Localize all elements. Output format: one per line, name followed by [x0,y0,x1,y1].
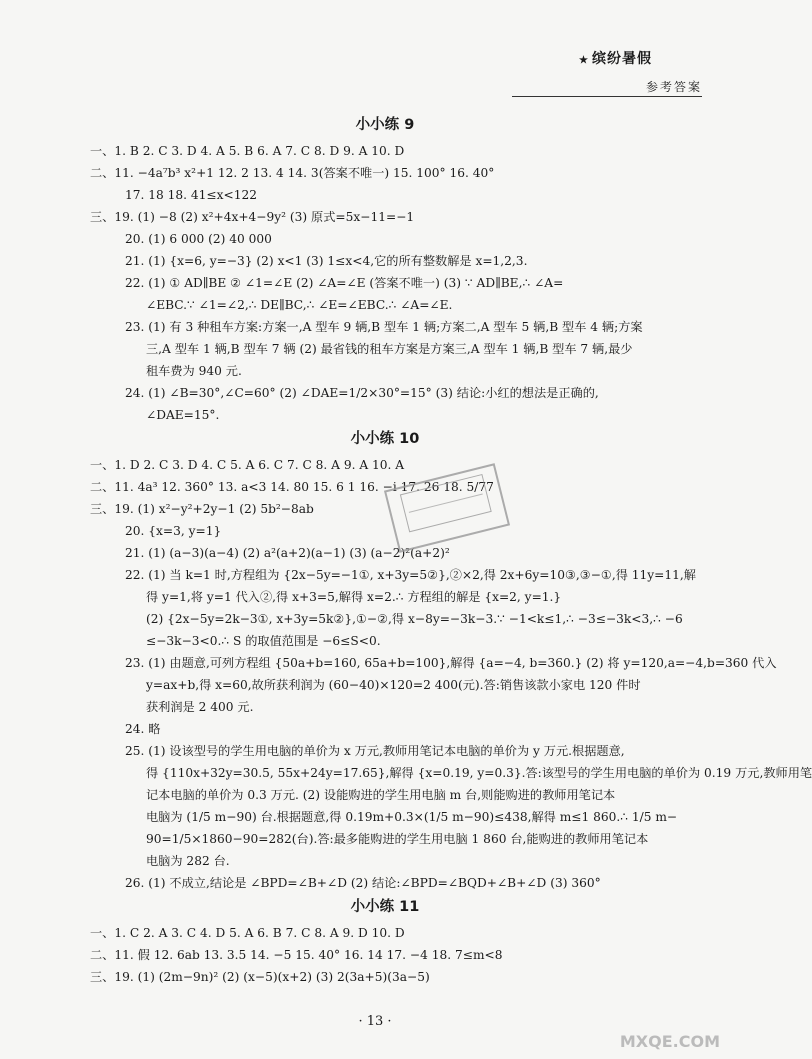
section-title: 小小练 9 [355,117,415,133]
answer-line: 获利润是 2 400 元. [146,700,254,714]
answer-line: 23. (1) 有 3 种租车方案:方案一,A 型车 9 辆,B 型车 1 辆;方案二,A 型车 5 辆,B 型车 4 辆;方案 [125,320,643,334]
answer-line: 记本电脑的单价为 0.3 万元. (2) 设能购进的学生用电脑 m 台,则能购进的教师用笔记本 [146,788,616,802]
answer-line: 22. (1) ① AD∥BE ② ∠1=∠E (2) ∠A=∠E (答案不唯一) (3) ∵ AD∥BE,∴ ∠A= [125,276,564,290]
answer-line: 三、19. (1) (2m−9n)² (2) (x−5)(x+2) (3) 2(3a+5)(3a−5) [90,970,430,984]
answer-line: 90=1/5×1860−90=282(台).答:最多能购进的学生用电脑 1 860 台,能购进的教师用笔记本 [146,832,649,846]
answer-line: 17. 18 18. 41≤x<122 [125,188,257,202]
answer-line: 21. (1) (a−3)(a−4) (2) a²(a+2)(a−1) (3) (a−2)²(a+2)² [125,546,450,560]
answer-line: (2) {2x−5y=2k−3①, x+3y=5k②},①−②,得 x−8y=−3k−3.∵ −1<k≤1,∴ −3≤−3k<3,∴ −6 [146,612,683,626]
answer-line: 20. {x=3, y=1} [125,524,222,538]
answer-line: 24. (1) ∠B=30°,∠C=60° (2) ∠DAE=1/2×30°=15° (3) 结论:小红的想法是正确的, [125,386,599,400]
answer-line: 电脑为 (1/5 m−90) 台.根据题意,得 0.19m+0.3×(1/5 m−90)≤438,解得 m≤1 860.∴ 1/5 m− [146,810,678,824]
answer-line: 26. (1) 不成立,结论是 ∠BPD=∠B+∠D (2) 结论:∠BPD=∠BQD+∠B+∠D (3) 360° [125,876,601,890]
answer-line: 一、1. B 2. C 3. D 4. A 5. B 6. A 7. C 8. D 9. A 10. D [90,144,405,158]
page-header [502,48,702,110]
answer-line: 电脑为 282 台. [146,854,230,868]
answer-line: 21. (1) {x=6, y=−3} (2) x<1 (3) 1≤x<4,它的所有整数解是 x=1,2,3. [125,254,528,268]
answer-content [90,112,812,988]
star-icon: ★ [579,55,589,66]
answer-line: y=ax+b,得 x=60,故所获利润为 (60−40)×120=2 400(元).答:销售该款小家电 120 件时 [146,678,641,692]
header-rule [512,96,702,97]
answer-line: 得 {110x+32y=30.5, 55x+24y=17.65},解得 {x=0.19, y=0.3}.答:该型号的学生用电脑的单价为 0.19 万元,教师用笔 [146,766,812,780]
answer-line: 得 y=1,将 y=1 代入②,得 x+3=5,解得 x=2.∴ 方程组的解是 {x=2, y=1.} [146,590,562,604]
answer-line: 二、11. −4a⁷b³ x²+1 12. 2 13. 4 14. 3(答案不唯一) 15. 100° 16. 40° [90,166,495,180]
section-title: 小小练 10 [350,431,420,447]
section-title: 小小练 11 [350,899,420,915]
answer-line: 25. (1) 设该型号的学生用电脑的单价为 x 万元,教师用笔记本电脑的单价为 y 万元.根据题意, [125,744,625,758]
answer-line: 23. (1) 由题意,可列方程组 {50a+b=160, 65a+b=100},解得 {a=−4, b=360.} (2) 将 y=120,a=−4,b=360 代入 [125,656,777,670]
answer-line: ≤−3k−3<0.∴ S 的取值范围是 −6≤S<0. [146,634,381,648]
answer-line: 一、1. D 2. C 3. D 4. C 5. A 6. C 7. C 8. A 9. A 10. A [90,458,405,472]
answer-line: 三、19. (1) x²−y²+2y−1 (2) 5b²−8ab [90,502,314,516]
site-logo-icon: MXQE.COM [619,1032,720,1051]
answer-line: 20. (1) 6 000 (2) 40 000 [125,232,272,246]
answer-line: 租车费为 940 元. [146,364,242,378]
answer-line: 三,A 型车 1 辆,B 型车 7 辆 (2) 最省钱的租车方案是方案三,A 型车 1 辆,B 型车 7 辆,最少 [146,342,633,356]
page-number: · 13 · [358,1014,392,1029]
answer-line: 二、11. 假 12. 6ab 13. 3.5 14. −5 15. 40° 16. 14 17. −4 18. 7≤m<8 [90,948,503,962]
header-subtitle: 参考答案 [645,80,702,94]
answer-line: 三、19. (1) −8 (2) x²+4x+4−9y² (3) 原式=5x−11=−1 [90,210,415,224]
answer-line: ∠EBC.∵ ∠1=∠2,∴ DE∥BC,∴ ∠E=∠EBC.∴ ∠A=∠E. [146,298,453,312]
answer-line: ∠DAE=15°. [146,408,220,422]
answer-line: 22. (1) 当 k=1 时,方程组为 {2x−5y=−1①, x+3y=5②},②×2,得 2x+6y=10③,③−①,得 11y=11,解 [125,568,696,582]
answer-line: 一、1. C 2. A 3. C 4. D 5. A 6. B 7. C 8. A 9. D 10. D [90,926,405,940]
answer-line: 二、11. 4a³ 12. 360° 13. a<3 14. 80 15. 6 1 16. −i 17. 26 18. 5/77 [90,480,494,494]
brand-title: ★ 缤纷暑假 [579,51,652,67]
answer-line: 24. 略 [125,722,161,736]
